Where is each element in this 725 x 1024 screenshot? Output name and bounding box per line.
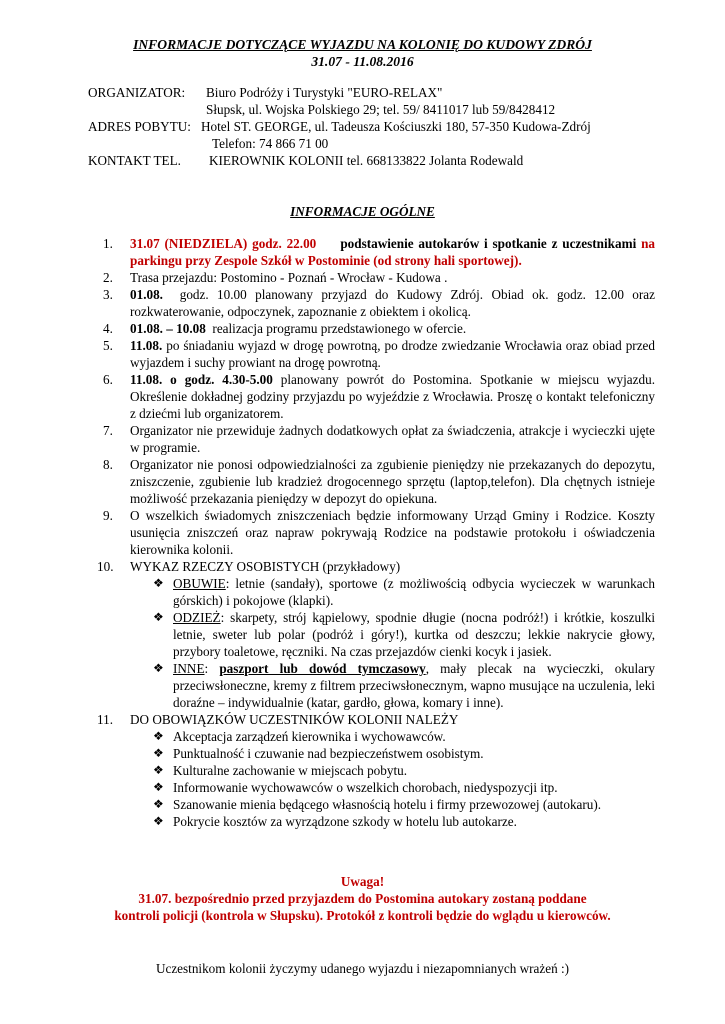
item-date: 31.07 (NIEDZIELA) godz. 22.00: [130, 236, 317, 251]
sub-text: Kulturalne zachowanie w miejscach pobytu.: [173, 763, 407, 778]
item-text: planowany powrót do Postomina. Spotkanie w miejscu wyjazdu. Określenie dokładnej godziny przyjazdu po wyjeździe z Wrocławia. Proszę o kontakt telefoniczny z dziećmi lub organizatorem.: [130, 372, 655, 421]
contact-label: KONTAKT TEL.: [88, 153, 181, 168]
address-line2: Telefon: 74 866 71 00: [212, 136, 329, 151]
item-text: po śniadaniu wyjazd w drogę powrotną, po drodze zwiedzanie Wrocławia oraz obiad przed wyjazdem i suchy prowiant na drogę powrotną.: [130, 338, 655, 370]
sub-text: Szanowanie mienia będącego własnością hotelu i firmy przewozowej (autokaru).: [173, 797, 602, 812]
sub-sep: :: [204, 661, 220, 676]
list-item: [103, 235, 655, 269]
item-number: 1.: [103, 236, 113, 251]
item-number: 10.: [97, 559, 114, 574]
document-dates: 31.07 - 11.08.2016: [311, 54, 414, 69]
sublist-item: [153, 779, 655, 796]
sublist-item: [153, 796, 655, 813]
contact-value: KIEROWNIK KOLONII tel. 668133822 Jolanta Rodewald: [209, 153, 524, 168]
warning-title: Uwaga!: [340, 874, 385, 889]
item-text: DO OBOWIĄZKÓW UCZESTNIKÓW KOLONII NALEŻY: [130, 712, 459, 727]
sub-text: : skarpety, strój kąpielowy, spodnie długie (nocna podróż!) i krótkie, koszulki letnie, sweter lub polar (podróż i góry!), kurtka od deszczu; lekkie nakrycie głowy, przybory toaletowe, ręczniki. Na czas przejazdów cienki kocyk i jasiek.: [173, 610, 655, 659]
sublist-item: [153, 813, 655, 830]
item-text: godz. 10.00 planowany przyjazd do Kudowy Zdrój. Obiad ok. godz. 12.00 oraz rozkwaterowanie, odpoczynek, zapoznanie z obiektem i okolicą.: [130, 287, 656, 319]
sub-text: : letnie (sandały), sportowe (z możliwością odbycia wycieczek w warunkach górskich) i pokojowe (klapki).: [173, 576, 655, 608]
organizer-line1: Biuro Podróży i Turystyki "EURO-RELAX": [206, 85, 443, 100]
item-text: O wszelkich świadomych zniszczeniach będzie informowany Urząd Gminy i Rodzice. Koszty usunięcia zniszczeń oraz napraw pokrywają Rodzice na podstawie protokołu i oświadczenia kierownika kolonii.: [130, 508, 655, 557]
item-number: 3.: [103, 287, 113, 302]
item-number: 2.: [103, 270, 113, 285]
duties-sublist: [153, 728, 655, 830]
document-title: INFORMACJE DOTYCZĄCE WYJAZDU NA KOLONIĘ DO KUDOWY ZDRÓJ: [133, 37, 592, 52]
sub-text: Punktualność i czuwanie nad bezpieczeństwem osobistym.: [173, 746, 484, 761]
sublist-item: [153, 728, 655, 745]
sublist-item: [153, 745, 655, 762]
item-number: 8.: [103, 457, 113, 472]
organizer-row: [88, 84, 442, 101]
item-text: WYKAZ RZECZY OSOBISTYCH (przykładowy): [130, 559, 401, 574]
item-text: Trasa przejazdu: Postomino - Poznań - Wrocław - Kudowa .: [130, 270, 448, 285]
diamond-bullet-icon: ❖: [153, 763, 164, 777]
diamond-bullet-icon: ❖: [153, 661, 164, 675]
item-number: 7.: [103, 423, 113, 438]
diamond-bullet-icon: ❖: [153, 729, 164, 743]
item-number: 11.: [97, 712, 113, 727]
item-number: 6.: [103, 372, 113, 387]
diamond-bullet-icon: ❖: [153, 780, 164, 794]
item-number: 4.: [103, 321, 113, 336]
address-line1: Hotel ST. GEORGE, ul. Tadeusza Kościuszki 180, 57-350 Kudowa-Zdrój: [201, 119, 591, 134]
list-item: [103, 507, 655, 558]
organizer-line2: Słupsk, ul. Wojska Polskiego 29; tel. 59/ 8411017 lub 59/8428412: [206, 102, 556, 117]
list-item: [103, 422, 655, 456]
organizer-label: ORGANIZATOR:: [88, 85, 186, 100]
diamond-bullet-icon: ❖: [153, 610, 164, 624]
diamond-bullet-icon: ❖: [153, 797, 164, 811]
section-title-general: INFORMACJE OGÓLNE: [290, 204, 435, 219]
warning-line2: kontroli policji (kontrola w Słupsku). Protokół z kontroli będzie do wglądu u kierowców.: [114, 908, 611, 923]
item-location: na parkingu przy Zespole Szkół w Postominie (od strony hali sportowej).: [130, 236, 656, 268]
sub-bold: paszport lub dowód tymczasowy: [219, 661, 426, 676]
diamond-bullet-icon: ❖: [153, 746, 164, 760]
list-item: [103, 456, 655, 507]
sub-label: ODZIEŻ: [173, 610, 221, 625]
personal-items-sublist: [153, 575, 655, 711]
item-bold: 11.08. o godz. 4.30-5.00: [130, 372, 273, 387]
item-text: realizacja programu przedstawionego w ofercie.: [212, 321, 467, 336]
sub-text: Informowanie wychowawców o wszelkich chorobach, niedyspozycji itp.: [173, 780, 558, 795]
item-bold: podstawienie autokarów i spotkanie z uczestnikami: [340, 236, 637, 251]
sublist-item: [153, 762, 655, 779]
item-number: 5.: [103, 338, 113, 353]
footer-wishes: Uczestnikom kolonii życzymy udanego wyjazdu i niezapomnianych wrażeń :): [155, 961, 570, 976]
list-item: [103, 286, 655, 320]
item-bold: 01.08. – 10.08: [130, 321, 206, 336]
list-item-personal-items: [97, 558, 655, 575]
sub-text: , mały plecak na wycieczki, okulary przeciwsłoneczne, kremy z filtrem przeciwsłonecznym, wapno musujące na uczulenia, leki doraźne – indywidualnie (katar, gardło, głowa, komary i inne).: [173, 661, 656, 710]
warning-line1: 31.07. bezpośrednio przed przyjazdem do Postomina autokary zostaną poddane: [138, 891, 587, 906]
item-bold: 01.08.: [130, 287, 163, 302]
sub-text: Pokrycie kosztów za wyrządzone szkody w hotelu lub autokarze.: [173, 814, 517, 829]
contact-row: [88, 152, 523, 169]
list-item: [103, 371, 655, 422]
item-text: Organizator nie ponosi odpowiedzialności za zgubienie pieniędzy nie przekazanych do depozytu, zniszczenie, zgubienie lub kradzież drogocennego sprzętu (laptop,telefon). Dla chętnych istnieje możliwość przekazania pieniędzy w depozyt do opiekuna.: [130, 457, 655, 506]
sub-text: Akceptacja zarządzeń kierownika i wychowawców.: [173, 729, 446, 744]
sublist-item-shoes: [153, 575, 655, 609]
list-item: [103, 337, 655, 371]
address-label: ADRES POBYTU:: [88, 119, 191, 134]
sublist-item-clothing: [153, 609, 655, 660]
list-item: [103, 320, 655, 337]
diamond-bullet-icon: ❖: [153, 576, 164, 590]
sub-label: INNE: [173, 661, 205, 676]
sub-label: OBUWIE: [173, 576, 226, 591]
item-number: 9.: [103, 508, 113, 523]
sublist-item-other: [153, 660, 655, 711]
list-item: [103, 269, 655, 286]
item-text: Organizator nie przewiduje żadnych dodatkowych opłat za świadczenia, atrakcje i wycieczki ujęte w programie.: [130, 423, 655, 455]
list-item-duties: [97, 711, 655, 728]
item-bold: 11.08.: [130, 338, 163, 353]
general-list: [97, 235, 656, 830]
address-row: [88, 118, 591, 135]
diamond-bullet-icon: ❖: [153, 814, 164, 828]
